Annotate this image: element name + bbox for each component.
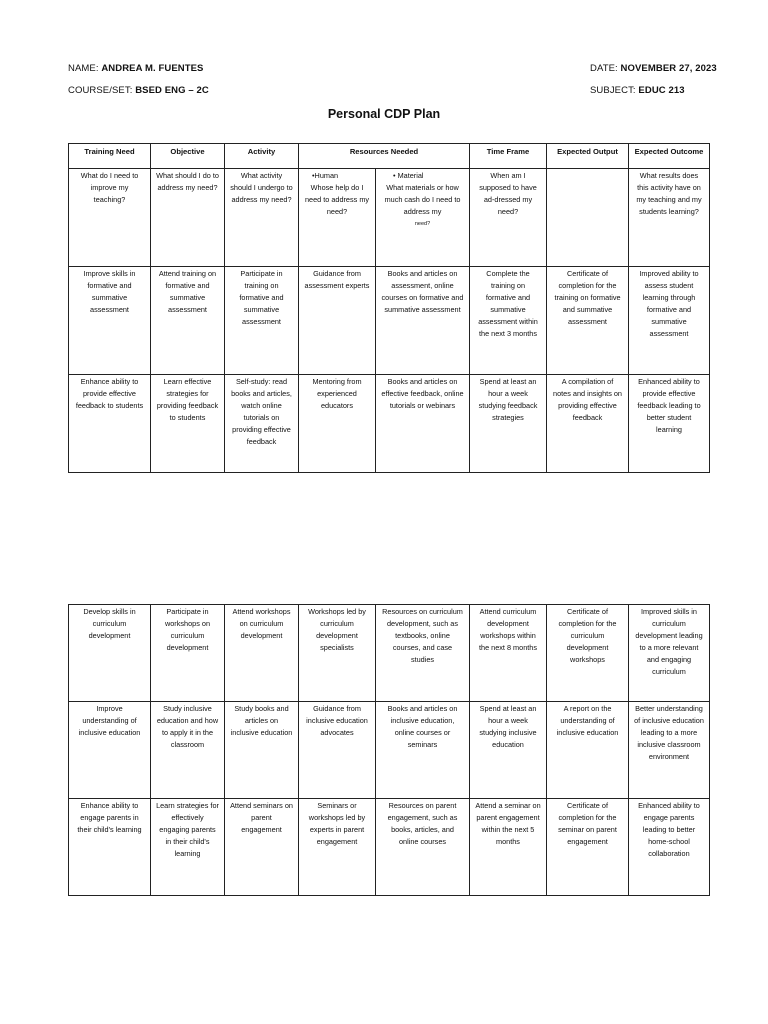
course-label: COURSE/SET: (68, 85, 133, 96)
table-cell: Certificate of completion for the curriculum development workshops (547, 605, 629, 702)
table-cell: What do I need to improve my teaching? (69, 169, 151, 267)
table-cell: Certificate of completion for the seminar on parent engagement (547, 799, 629, 896)
table-cell (376, 169, 470, 267)
human-label: •Human (312, 171, 339, 180)
col-expected-output: Expected Output (547, 144, 629, 169)
table-cell: Workshops led by curriculum development specialists (299, 605, 376, 702)
table-cell: Spend at least an hour a week studying inclusive education (470, 702, 547, 799)
table-cell: Resources on parent engagement, such as books, articles, and online courses (376, 799, 470, 896)
table-cell (299, 169, 376, 267)
table-row (69, 267, 710, 375)
table-cell: Attend a seminar on parent engagement within the next 5 months (470, 799, 547, 896)
table-row (69, 799, 710, 896)
table-cell: Complete the training on formative and summative assessment within the next 3 months (470, 267, 547, 375)
table-cell: A report on the understanding of inclusive education (547, 702, 629, 799)
col-expected-outcome: Expected Outcome (629, 144, 710, 169)
subject-line (590, 85, 685, 96)
table-cell: Study books and articles on inclusive education (225, 702, 299, 799)
cdp-table-page1 (68, 143, 710, 473)
table-cell: Attend training on formative and summative assessment (151, 267, 225, 375)
table-cell: Guidance from inclusive education advocates (299, 702, 376, 799)
table-cell: Improved skills in curriculum development leading to a more relevant and engaging curriculum (629, 605, 710, 702)
page-title: Personal CDP Plan (327, 107, 441, 121)
date-label: DATE: (590, 63, 618, 74)
table-cell: Participate in workshops on curriculum development (151, 605, 225, 702)
table-header-row (69, 144, 710, 169)
table-cell: Attend seminars on parent engagement (225, 799, 299, 896)
table-cell: Improved ability to assess student learning through formative and summative assessment (629, 267, 710, 375)
date-line (590, 63, 717, 74)
cdp-table-page2 (68, 604, 710, 896)
name-value: ANDREA M. FUENTES (101, 63, 204, 74)
col-activity: Activity (225, 144, 299, 169)
col-time-frame: Time Frame (470, 144, 547, 169)
name-line (68, 63, 204, 74)
table-cell: Guidance from assessment experts (299, 267, 376, 375)
table-cell: Resources on curriculum development, such as textbooks, online courses, and case studies (376, 605, 470, 702)
date-value: NOVEMBER 27, 2023 (620, 63, 717, 74)
table-cell: Develop skills in curriculum development (69, 605, 151, 702)
col-objective: Objective (151, 144, 225, 169)
table-cell: Better understanding of inclusive education leading to a more inclusive classroom environment (629, 702, 710, 799)
human-text: Whose help do I need to address my need? (304, 183, 370, 217)
table-cell: Books and articles on assessment, online courses on formative and summative assessment (376, 267, 470, 375)
table-cell: Attend curriculum development workshops within the next 8 months (470, 605, 547, 702)
table-cell: Learn effective strategies for providing feedback to students (151, 375, 225, 473)
table-row (69, 375, 710, 473)
course-value: BSED ENG – 2C (135, 85, 209, 96)
table-cell: Learn strategies for effectively engaging parents in their child's learning (151, 799, 225, 896)
table-cell: Books and articles on inclusive education, online courses or seminars (376, 702, 470, 799)
table-cell: Seminars or workshops led by experts in parent engagement (299, 799, 376, 896)
col-resources-needed: Resources Needed (299, 144, 470, 169)
table-cell: Self-study: read books and articles, watch online tutorials on providing effective feedback (225, 375, 299, 473)
table-cell: What should I do to address my need? (151, 169, 225, 267)
table-cell: Certificate of completion for the training on formative and summative assessment (547, 267, 629, 375)
table-cell: Enhanced ability to provide effective feedback leading to better student learning (629, 375, 710, 473)
table-cell: Enhance ability to engage parents in their child's learning (69, 799, 151, 896)
table-row (69, 605, 710, 702)
material-text: What materials or how much cash do I need to address my (384, 183, 461, 217)
table-row (69, 702, 710, 799)
col-training-need: Training Need (69, 144, 151, 169)
table-cell: What activity should I undergo to address my need? (225, 169, 299, 267)
material-label: • Material (393, 171, 424, 180)
table-cell: What results does this activity have on my teaching and my students learning? (629, 169, 710, 267)
name-label: NAME: (68, 63, 99, 74)
table-cell: Attend workshops on curriculum development (225, 605, 299, 702)
material-tail: need? (414, 221, 431, 228)
subject-label: SUBJECT: (590, 85, 636, 96)
table-cell: Enhance ability to provide effective feedback to students (69, 375, 151, 473)
table-cell: Books and articles on effective feedback, online tutorials or webinars (376, 375, 470, 473)
table-cell: A compilation of notes and insights on providing effective feedback (547, 375, 629, 473)
table-cell: Participate in training on formative and summative assessment (225, 267, 299, 375)
table-cell (547, 169, 629, 267)
table-cell: Enhanced ability to engage parents leading to better home-school collaboration (629, 799, 710, 896)
subject-value: EDUC 213 (638, 85, 685, 96)
table-cell: Mentoring from experienced educators (299, 375, 376, 473)
table-cell: When am I supposed to have ad-dressed my need? (470, 169, 547, 267)
table-cell: Spend at least an hour a week studying feedback strategies (470, 375, 547, 473)
table-cell: Study inclusive education and how to apply it in the classroom (151, 702, 225, 799)
table-cell: Improve understanding of inclusive education (69, 702, 151, 799)
guide-row (69, 169, 710, 267)
table-cell: Improve skills in formative and summative assessment (69, 267, 151, 375)
course-line (68, 85, 209, 96)
